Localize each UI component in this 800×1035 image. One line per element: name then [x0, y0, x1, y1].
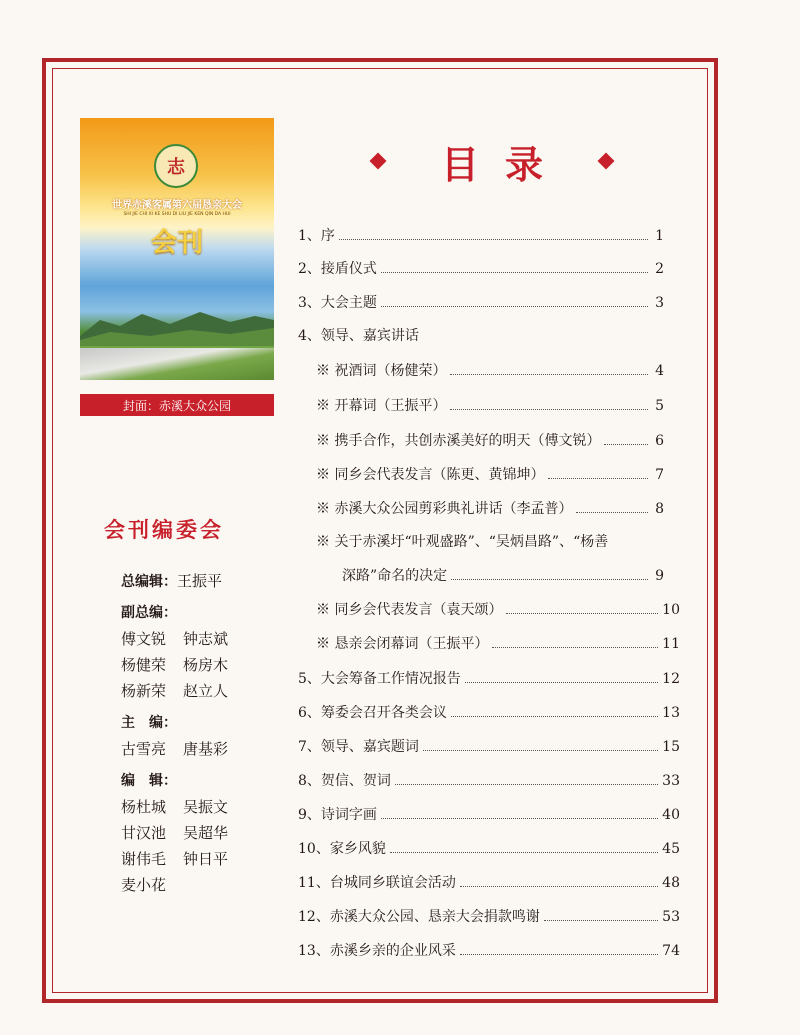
editor-label: 编 辑： [121, 773, 177, 789]
toc-entry-label: 8、贺信、贺词 [298, 773, 391, 789]
toc-entry-label: 9、诗词字画 [298, 807, 377, 823]
deputy-editor-name: 傅文锐 [121, 630, 167, 648]
toc-entry[interactable] [316, 462, 664, 486]
dot-leader [548, 462, 648, 479]
dot-leader [451, 563, 648, 580]
toc-entry-page: 45 [662, 841, 680, 857]
toc-heading [372, 136, 612, 186]
dot-leader [492, 631, 658, 648]
main-editor-row [121, 736, 245, 762]
dot-leader [450, 393, 648, 410]
cover-image [80, 118, 274, 380]
toc-entry-page: 9 [655, 568, 664, 584]
toc-entry[interactable] [298, 836, 680, 860]
cover-magazine-title: 会刊 [150, 228, 203, 258]
main-editor-name: 唐基彩 [183, 740, 229, 758]
toc-entry-label: 2、接盾仪式 [298, 261, 377, 277]
toc-entry-page: 11 [662, 636, 680, 652]
toc-entry-label: ※ 同乡会代表发言（袁天颂） [316, 602, 503, 618]
deputy-editor-label: 副总编： [121, 605, 177, 621]
cover-caption: 封面：赤溪大众公园 [80, 394, 274, 416]
toc-entry-label: 11、台城同乡联谊会活动 [298, 875, 456, 891]
toc-entry-page: 12 [662, 671, 680, 687]
toc-entry-page: 48 [662, 875, 680, 891]
cover-title: 世界赤溪客属第六届恳亲大会 [112, 200, 242, 211]
toc-entry-label: 深路”命名的决定 [342, 568, 448, 584]
dot-leader [506, 597, 658, 614]
toc-entry[interactable] [298, 324, 419, 348]
toc-entry[interactable] [298, 768, 680, 792]
toc-entry-label: ※ 恳亲会闭幕词（王振平） [316, 636, 489, 652]
editor-name: 吴振文 [183, 798, 229, 816]
toc-entry-page: 7 [655, 467, 664, 483]
toc-entry-label: 12、赤溪大众公园、恳亲大会捐款鸣谢 [298, 909, 540, 925]
deputy-editor-name: 钟志斌 [183, 630, 229, 648]
toc-entry-label: 7、领导、嘉宾题词 [298, 739, 419, 755]
toc-entry-page: 5 [655, 398, 664, 414]
mountains-graphic [80, 306, 274, 346]
toc-entry[interactable] [316, 597, 680, 621]
dot-leader [381, 290, 648, 307]
toc-entry[interactable] [298, 870, 680, 894]
toc-entry-label: 13、赤溪乡亲的企业风采 [298, 943, 456, 959]
toc-entry-label: ※ 携手合作，共创赤溪美好的明天（傅文锐） [316, 433, 601, 449]
toc-entry-page: 15 [662, 739, 680, 755]
emblem-icon [154, 144, 198, 188]
main-editor-name: 古雪亮 [121, 740, 167, 758]
toc-entry[interactable] [316, 530, 608, 554]
dot-leader [604, 428, 648, 445]
toc-entry[interactable] [298, 666, 680, 690]
toc-entry-label: ※ 祝酒词（杨健荣） [316, 363, 447, 379]
toc-entry[interactable] [298, 256, 664, 280]
toc-entry-label: ※ 关于赤溪圩“叶观盛路”、“吴炳昌路”、“杨善 [316, 534, 609, 550]
editor-name: 吴超华 [183, 824, 229, 842]
toc-entry[interactable] [298, 700, 680, 724]
dot-leader [390, 836, 658, 853]
toc-entry[interactable] [316, 631, 680, 655]
toc-entry[interactable] [298, 938, 680, 962]
toc-entry-page: 8 [655, 501, 664, 517]
deputy-editor-name: 杨新荣 [121, 682, 167, 700]
toc-entry-page: 74 [662, 943, 680, 959]
diamond-icon [370, 153, 387, 170]
editor-name: 甘汉池 [121, 824, 167, 842]
chief-editor-name: 王振平 [177, 572, 223, 590]
editor-name: 钟日平 [183, 850, 229, 868]
editor-row [121, 794, 245, 820]
dot-leader [381, 256, 648, 273]
dot-leader [450, 358, 648, 375]
dot-leader [460, 870, 658, 887]
toc-entry[interactable] [298, 904, 680, 928]
editor-name: 谢伟毛 [121, 850, 167, 868]
toc-entry-page: 1 [655, 228, 664, 244]
diamond-icon [597, 153, 614, 170]
toc-entry[interactable] [298, 734, 680, 758]
toc-entry-page: 6 [655, 433, 664, 449]
chief-editor-label: 总编辑： [121, 574, 177, 590]
toc-entry-label: ※ 开幕词（王振平） [316, 398, 447, 414]
dot-leader [339, 223, 648, 240]
toc-entry-label: ※ 赤溪大众公园剪彩典礼讲话（李孟普） [316, 501, 573, 517]
toc-entry[interactable] [298, 223, 664, 247]
toc-entry-page: 2 [655, 261, 664, 277]
editorial-board [121, 568, 245, 898]
toc-entry-label: 6、筹委会召开各类会议 [298, 705, 447, 721]
main-editor-label: 主 编： [121, 715, 177, 731]
cover-pinyin: SHI JIE CHI XI KE SHU DI LIU JIE KEN QIN DA HUI [123, 212, 231, 217]
toc-entry-page: 4 [655, 363, 664, 379]
toc-entry-page: 10 [662, 602, 680, 618]
toc-entry-page: 53 [662, 909, 680, 925]
toc-entry[interactable] [298, 802, 680, 826]
toc-title: 目录 [440, 142, 569, 187]
dot-leader [576, 496, 648, 513]
toc-entry-label: ※ 同乡会代表发言（陈更、黄锦坤） [316, 467, 545, 483]
toc-entry[interactable] [342, 563, 664, 587]
dot-leader [381, 802, 658, 819]
editorial-board-title: 会刊编委会 [104, 518, 224, 542]
emblem-text: 志 [167, 157, 185, 178]
editor-name: 麦小花 [121, 876, 167, 894]
dot-leader [544, 904, 658, 921]
toc-entry-label: 1、序 [298, 228, 335, 244]
toc-entry-label: 4、领导、嘉宾讲话 [298, 328, 419, 344]
deputy-editor-row [121, 678, 245, 704]
deputy-editor-row [121, 626, 245, 652]
editor-name: 杨杜城 [121, 798, 167, 816]
toc-entry-page: 3 [655, 295, 664, 311]
dot-leader [423, 734, 658, 751]
deputy-editor-name: 赵立人 [183, 682, 229, 700]
toc-entry-label: 3、大会主题 [298, 295, 377, 311]
toc-entry[interactable] [298, 290, 664, 314]
deputy-editor-name: 杨房木 [183, 656, 229, 674]
deputy-editor-row [121, 652, 245, 678]
toc-entry[interactable] [316, 358, 664, 382]
dot-leader [451, 700, 658, 717]
toc-entry-page: 13 [662, 705, 680, 721]
editor-row [121, 820, 245, 846]
park-plaza-graphic [80, 348, 274, 380]
toc-entry-label: 10、家乡风貌 [298, 841, 386, 857]
deputy-editor-name: 杨健荣 [121, 656, 167, 674]
editor-row [121, 846, 245, 872]
toc-entry-page: 33 [662, 773, 680, 789]
toc-entry[interactable] [316, 496, 664, 520]
chief-editor-row [121, 568, 245, 594]
dot-leader [465, 666, 658, 683]
toc-entry-label: 5、大会筹备工作情况报告 [298, 671, 461, 687]
toc-entry[interactable] [316, 393, 664, 417]
editor-row [121, 872, 245, 898]
toc-entry-page: 40 [662, 807, 680, 823]
toc-entry[interactable] [316, 428, 664, 452]
dot-leader [395, 768, 658, 785]
dot-leader [460, 938, 658, 955]
